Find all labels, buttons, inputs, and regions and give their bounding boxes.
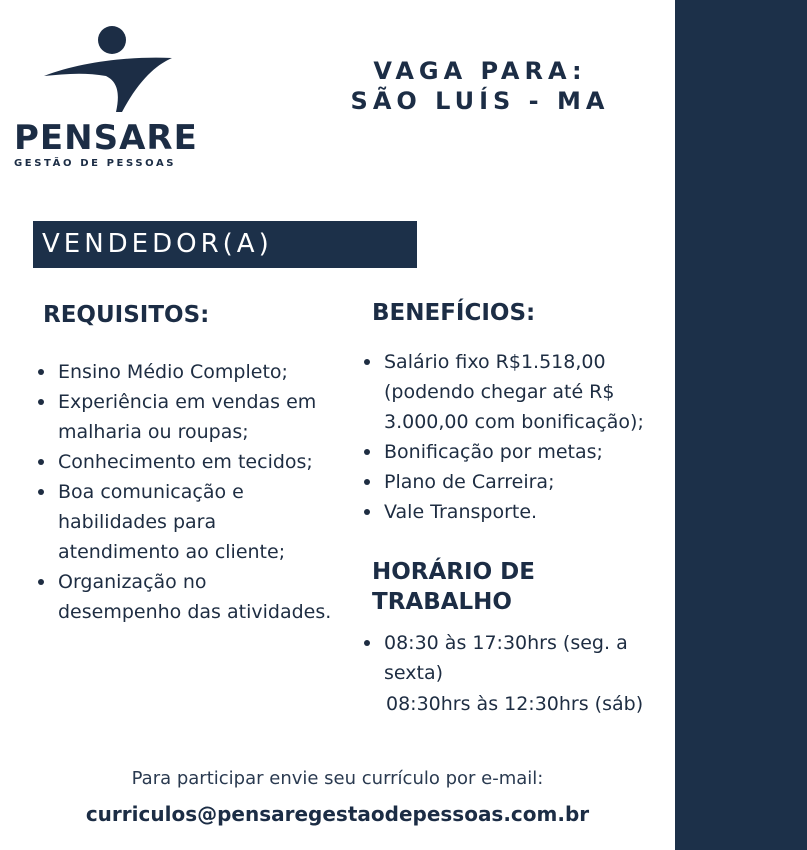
side-panel — [675, 0, 807, 850]
list-item: Boa comunicação e habilidades para atendimento ao cliente; — [34, 477, 334, 567]
schedule-heading: HORÁRIO DE TRABALHO — [372, 559, 535, 615]
schedule-list — [360, 628, 650, 688]
schedule-saturday: 08:30hrs às 12:30hrs (sáb) — [386, 693, 644, 715]
location-line-2: SÃO LUÍS - MA — [350, 87, 610, 115]
brand-name: PENSARE — [14, 118, 198, 158]
job-location — [340, 56, 620, 116]
list-item: Vale Transporte. — [360, 497, 660, 527]
list-item: 08:30 às 17:30hrs (seg. a sexta) — [360, 628, 650, 688]
list-item: Ensino Médio Completo; — [34, 357, 334, 387]
list-item: Plano de Carreira; — [360, 467, 660, 497]
position-title: VENDEDOR(A) — [33, 221, 417, 268]
footer-note: Para participar envie seu currículo por e-mail: — [131, 768, 544, 789]
benefits-heading: BENEFÍCIOS: — [372, 300, 536, 326]
list-item: Bonificação por metas; — [360, 437, 660, 467]
benefits-list — [360, 347, 660, 527]
list-item: Organização no desempenho das atividades. — [34, 567, 334, 627]
requirements-list — [34, 357, 334, 627]
person-swoosh-icon — [40, 22, 180, 117]
requirements-heading: REQUISITOS: — [43, 302, 210, 328]
brand-tagline: GESTÃO DE PESSOAS — [14, 158, 177, 169]
list-item: Experiência em vendas em malharia ou roupas; — [34, 387, 334, 447]
list-item: Conhecimento em tecidos; — [34, 447, 334, 477]
location-line-1: VAGA PARA: — [373, 57, 587, 85]
contact-email[interactable]: curriculos@pensaregestaodepessoas.com.br — [85, 802, 590, 826]
list-item: Salário fixo R$1.518,00 (podendo chegar até R$ 3.000,00 com bonificação); — [360, 347, 660, 437]
